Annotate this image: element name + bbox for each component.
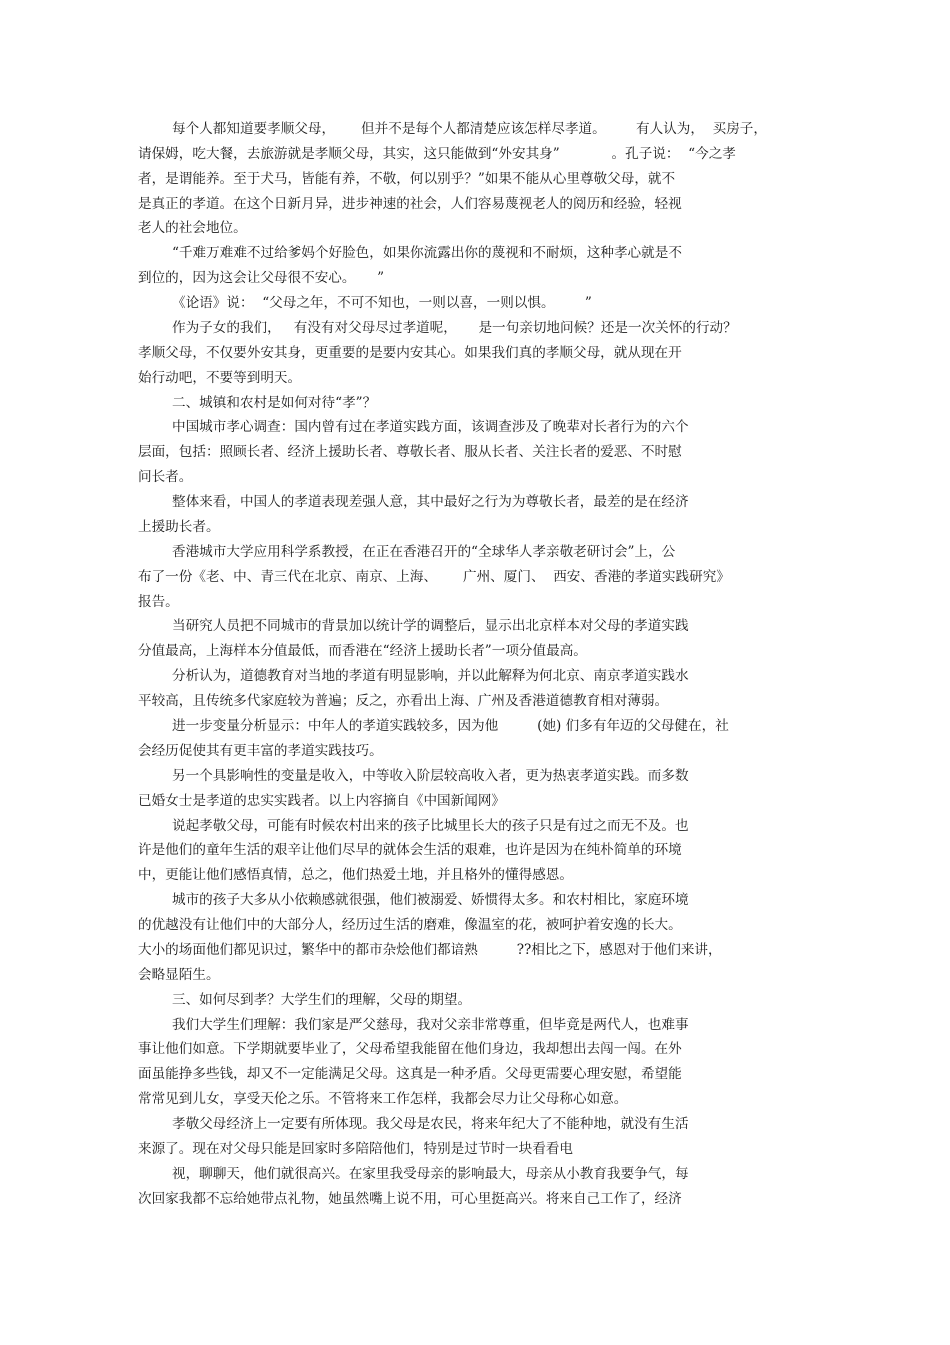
paragraph-line: 来源了。现在对父母只能是回家时多陪陪他们，特别是过节时一块看看电 (138, 1141, 573, 1157)
paragraph-line: 已婚女士是孝道的忠实实践者。以上内容摘自《中国新闻网》 (138, 793, 506, 809)
paragraph-line: 上援助长者。 (138, 519, 220, 535)
paragraph-line: 整体来看，中国人的孝道表现差强人意，其中最好之行为为尊敬长者，最差的是在经济 (172, 494, 689, 510)
paragraph-line: 作为子女的我们， 有没有对父母尽过孝道呢， 是一句亲切地问候？还是一次关怀的行动？ (172, 320, 737, 336)
paragraph-line: 面虽能挣多些钱，却又不一定能满足父母。这真是一种矛盾。父母更需要心理安慰，希望能 (138, 1066, 682, 1082)
paragraph-line: 报告。 (138, 594, 179, 610)
paragraph-line: 香港城市大学应用科学系教授，在正在香港召开的“全球华人孝亲敬老研讨会”上，公 (172, 544, 676, 560)
paragraph-line: 分析认为，道德教育对当地的孝道有明显影响，并以此解释为何北京、南京孝道实践水 (172, 668, 689, 684)
paragraph-line: 层面，包括：照顾长者、经济上援助长者、尊敬长者、服从长者、关注长者的爱恶、不时慰 (138, 444, 682, 460)
section-heading: 二、城镇和农村是如何对待“孝”？ (172, 395, 377, 411)
paragraph-line: 次回家我都不忘给她带点礼物，她虽然嘴上说不用，可心里挺高兴。将来自己工作了，经济 (138, 1191, 682, 1207)
paragraph-line: 布了一份《老、中、青三代在北京、南京、上海、 广州、厦门、 西安、香港的孝道实践研究》 (138, 569, 730, 585)
paragraph-line: 孝顺父母，不仅要外安其身，更重要的是要内安其心。如果我们真的孝顺父母，就从现在开 (138, 345, 682, 361)
paragraph-line: 许是他们的童年生活的艰辛让他们尽早的就体会生活的艰难，也许是因为在纯朴简单的环境 (138, 842, 682, 858)
paragraph-line: 会略显陌生。 (138, 967, 220, 983)
paragraph-line: 视，聊聊天，他们就很高兴。在家里我受母亲的影响最大，母亲从小教育我要争气，每 (172, 1166, 689, 1182)
paragraph-line: 者，是谓能养。至于犬马，皆能有养，不敬，何以别乎？”如果不能从心里尊敬父母，就不 (138, 171, 676, 187)
paragraph-line: 问长者。 (138, 469, 193, 485)
paragraph-line: 会经历促使其有更丰富的孝道实践技巧。 (138, 743, 383, 759)
paragraph-line: 城市的孩子大多从小依赖感就很强，他们被溺爱、娇惯得太多。和农村相比，家庭环境 (172, 892, 689, 908)
paragraph-line: 的优越没有让他们中的大部分人，经历过生活的磨难，像温室的花，被呵护着安逸的长大。 (138, 917, 682, 933)
paragraph-line: 始行动吧，不要等到明天。 (138, 370, 302, 386)
paragraph-line: 进一步变量分析显示：中年人的孝道实践较多，因为他 (她) 们多有年迈的父母健在，社 (172, 718, 729, 734)
paragraph-line: 常常见到儿女，享受天伦之乐。不管将来工作怎样，我都会尽力让父母称心如意。 (138, 1091, 628, 1107)
paragraph-line: 到位的，因为这会让父母很不安心。 ” (138, 270, 385, 286)
paragraph-line: 《论语》说： “父母之年，不可不知也，一则以喜，一则以惧。 ” (172, 295, 592, 311)
paragraph-line: 当研究人员把不同城市的背景加以统计学的调整后，显示出北京样本对父母的孝道实践 (172, 618, 689, 634)
paragraph-line: 分值最高，上海样本分值最低，而香港在“经济上援助长者”一项分值最高。 (138, 643, 587, 659)
paragraph-line: 平较高，且传统多代家庭较为普遍；反之，亦看出上海、广州及香港道德教育相对薄弱。 (138, 693, 669, 709)
paragraph-line: “千难万难难不过给爹妈个好脸色，如果你流露出你的蔑视和不耐烦，这种孝心就是不 (172, 245, 682, 261)
paragraph-line: 孝敬父母经济上一定要有所体现。我父母是农民，将来年纪大了不能种地，就没有生活 (172, 1116, 689, 1132)
paragraph-line: 我们大学生们理解：我们家是严父慈母，我对父亲非常尊重，但毕竟是两代人，也难事 (172, 1017, 689, 1033)
paragraph-line: 中国城市孝心调查：国内曾有过在孝道实践方面，该调查涉及了晚辈对长者行为的六个 (172, 419, 689, 435)
section-heading: 三、如何尽到孝？大学生们的理解，父母的期望。 (172, 992, 472, 1008)
paragraph-line: 另一个具影响性的变量是收入，中等收入阶层较高收入者，更为热衷孝道实践。而多数 (172, 768, 689, 784)
paragraph-line: 是真正的孝道。在这个日新月异，进步神速的社会，人们容易蔑视老人的阅历和经验，轻视 (138, 196, 682, 212)
paragraph-line: 每个人都知道要孝顺父母， 但并不是每个人都清楚应该怎样尽孝道。 有人认为， 买房子， (172, 121, 767, 137)
paragraph-line: 老人的社会地位。 (138, 220, 247, 236)
paragraph-line: 事让他们如意。下学期就要毕业了，父母希望我能留在他们身边，我却想出去闯一闯。在外 (138, 1041, 682, 1057)
paragraph-line: 说起孝敬父母，可能有时候农村出来的孩子比城里长大的孩子只是有过之而无不及。也 (172, 818, 689, 834)
paragraph-line: 请保姆，吃大餐，去旅游就是孝顺父母，其实，这只能做到“外安其身” 。孔子说： “今之孝 (138, 146, 736, 162)
paragraph-line: 中，更能让他们感悟真情，总之，他们热爱土地，并且格外的懂得感恩。 (138, 867, 573, 883)
paragraph-line: 大小的场面他们都见识过，繁华中的都市杂烩他们都谙熟 ??相比之下，感恩对于他们来讲， (138, 942, 722, 958)
